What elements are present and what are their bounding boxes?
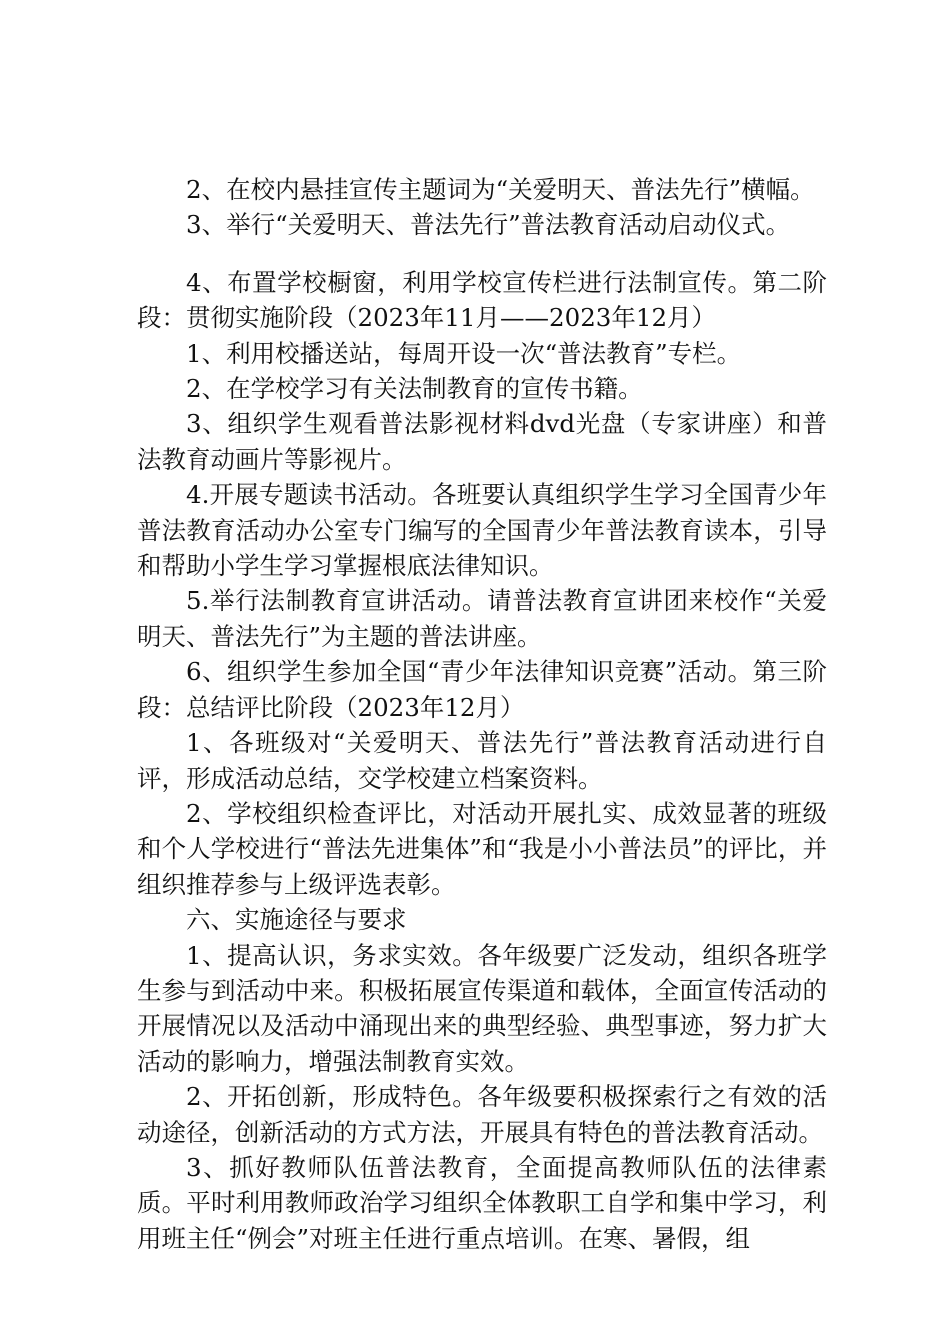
paragraph-teacher-training: 3、抓好教师队伍普法教育，全面提高教师队伍的法律素质。平时利用教师政治学习组织全体教职工自学和集中学习，利用班主任“例会”对班主任进行重点培训。在寒、暑假，组	[137, 1152, 827, 1253]
paragraph-launch-ceremony: 3、举行“关爱明天、普法先行”普法教育活动启动仪式。	[186, 210, 791, 240]
document-body	[137, 172, 827, 1256]
paragraph-school-evaluation: 2、学校组织检查评比，对活动开展扎实、成效显著的班级和个人学校进行“普法先进集体”和“我是小小普法员”的评比，并组织推荐参与上级评选表彰。	[137, 798, 827, 899]
paragraph-raise-awareness: 1、提高认识，务求实效。各年级要广泛发动，组织各班学生参与到活动中来。积极拓展宣传渠道和载体，全面宣传活动的开展情况以及活动中涌现出来的典型经验、典型事迹，努力扩大活动的影响力，增强法制教育实效。	[137, 940, 827, 1076]
paragraph-banner-slogan: 2、在校内悬挂宣传主题词为“关爱明天、普法先行”横幅。	[186, 175, 815, 204]
paragraph-study-books: 2、在学校学习有关法制教育的宣传书籍。	[186, 374, 643, 404]
paragraph-lecture-activity: 5.举行法制教育宣讲活动。请普法教育宣讲团来校作“关爱明天、普法先行”为主题的普法讲座。	[137, 586, 827, 651]
paragraph-window-display: 4、布置学校橱窗，利用学校宣传栏进行法制宣传。第二阶段：贯彻实施阶段（2023年11月——2023年12月）	[137, 267, 827, 333]
paragraph-class-self-review: 1、各班级对“关爱明天、普法先行”普法教育活动进行自评，形成活动总结，交学校建立档案资料。	[137, 728, 827, 793]
paragraph-knowledge-contest: 6、组织学生参加全国“青少年法律知识竞赛”活动。第三阶段：总结评比阶段（2023年12月）	[137, 657, 827, 722]
paragraph-watch-videos: 3、组织学生观看普法影视材料dvd光盘（专家讲座）和普法教育动画片等影视片。	[137, 409, 827, 474]
paragraph-innovation: 2、开拓创新，形成特色。各年级要积极探索行之有效的活动途径，创新活动的方式方法，开展具有特色的普法教育活动。	[137, 1082, 827, 1147]
paragraph-broadcast-column: 1、利用校播送站，每周开设一次“普法教育”专栏。	[186, 338, 742, 368]
section-heading-implementation: 六、实施途径与要求	[186, 905, 407, 935]
paragraph-reading-activity: 4.开展专题读书活动。各班要认真组织学生学习全国青少年普法教育活动办公室专门编写的全国青少年普法教育读本，引导和帮助小学生学习掌握根底法律知识。	[137, 480, 827, 581]
